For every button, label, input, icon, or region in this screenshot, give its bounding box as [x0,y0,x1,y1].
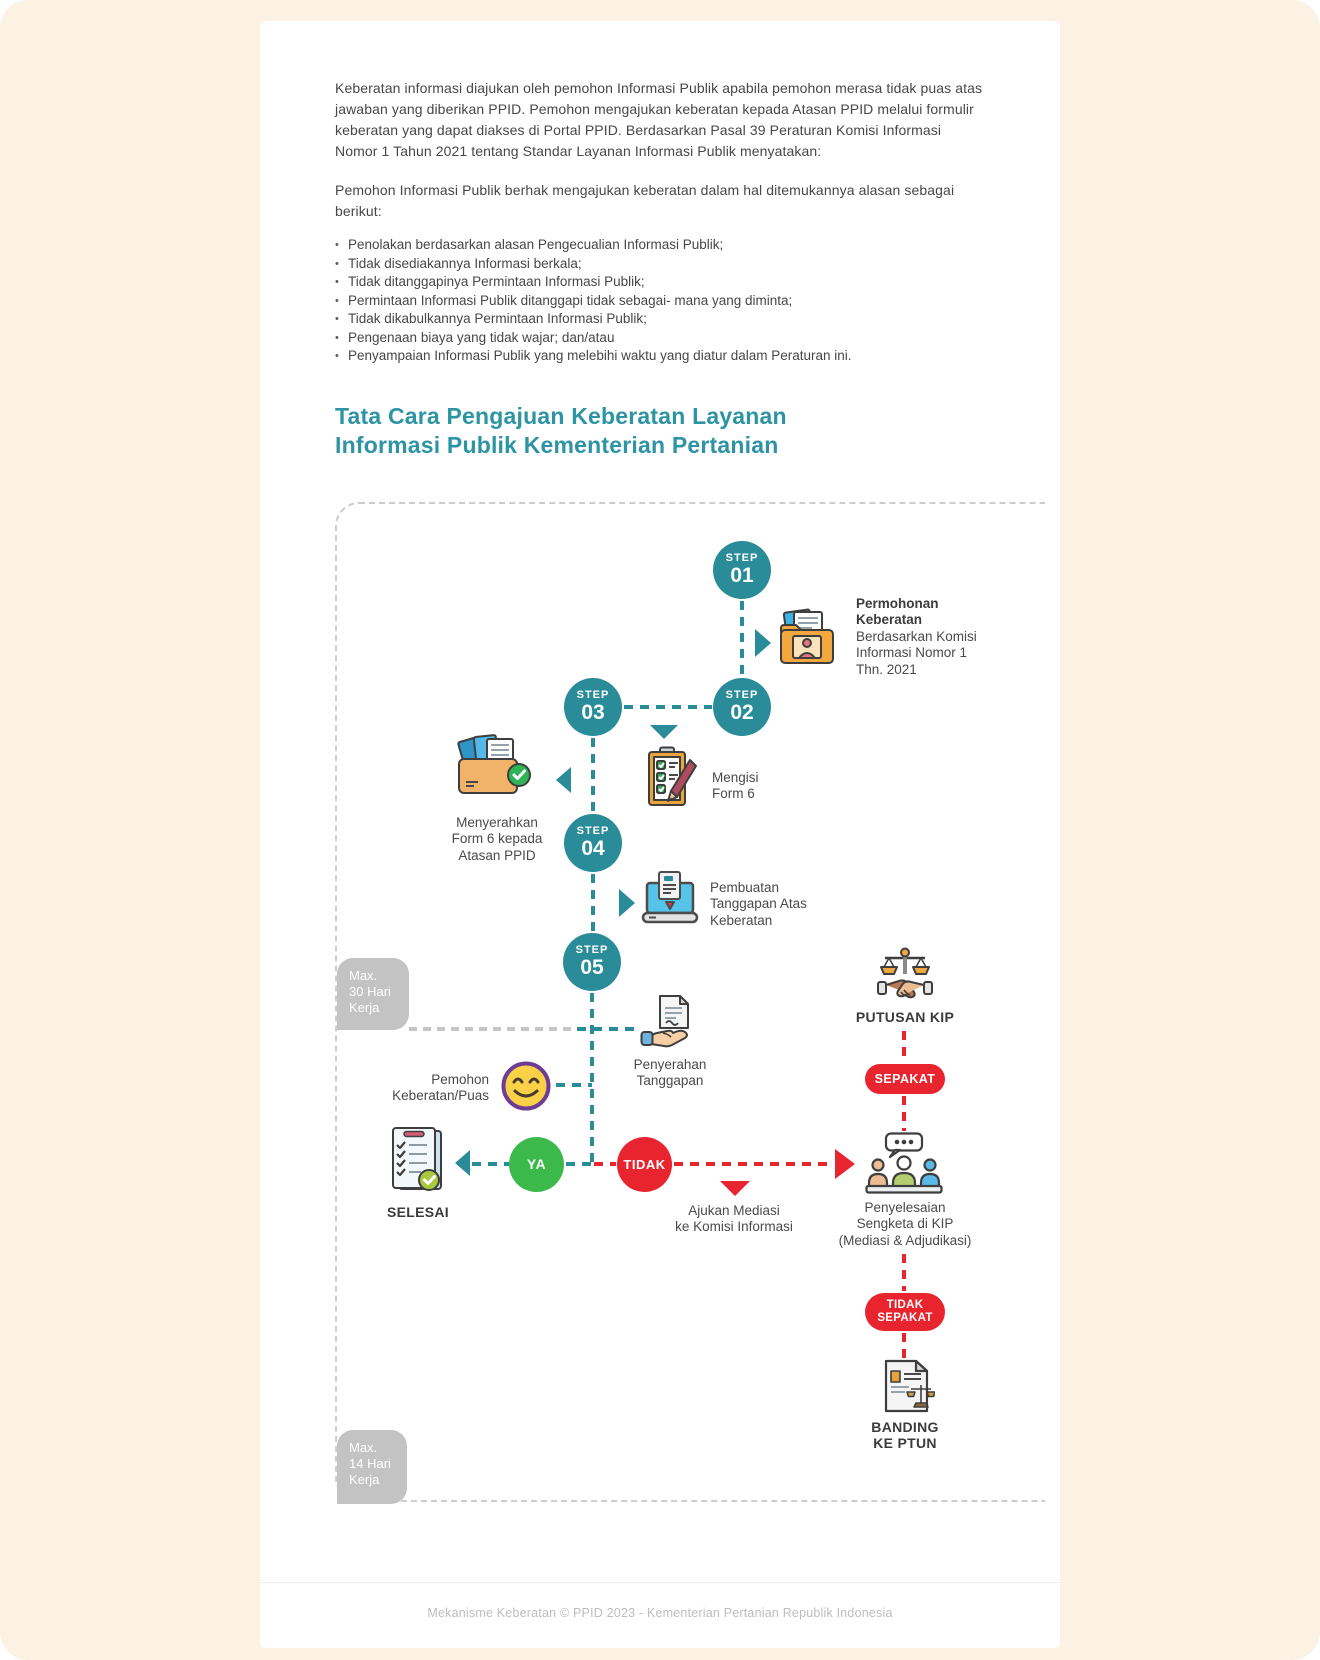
connector-step5-penyerahan [577,1027,641,1031]
decision-tidak: TIDAK [617,1137,672,1192]
arrow-right-icon [619,889,635,917]
page-title [335,402,985,460]
penyelesaian-line2: Sengketa di KIP [856,1216,954,1231]
pembuatan-line3: Keberatan [710,912,773,928]
step-circle-04 [564,814,622,872]
pembuatan-line1: Pembuatan [710,879,780,895]
list-item: • Pengenaan biaya yang tidak wajar; dan/atau [335,329,985,348]
step-number: 05 [580,956,604,979]
mengisi-line2: Form 6 [712,786,755,801]
putusan-kip-label: PUTUSAN KIP [855,1008,955,1025]
step-number: 01 [730,564,754,587]
footer-text: Mekanisme Keberatan © PPID 2023 - Kementerian Pertanian Republik Indonesia [427,1606,893,1620]
step-circle-02 [713,678,771,736]
scales-handshake-icon [877,947,933,1005]
step-label: STEP [575,944,609,956]
penyelesaian-line1: Penyelesaian [864,1199,946,1215]
menyerahkan-line2: Form 6 kepada [451,831,543,846]
connector-step3-step2 [624,705,712,709]
badge-line3: Kerja [349,1471,380,1487]
mengisi-line1: Mengisi [712,769,759,785]
arrow-left-icon [455,1150,470,1176]
connector-sepakat-kip [902,1096,906,1131]
list-item: • Permintaan Informasi Publik ditanggapi tidak sebagai- mana yang diminta; [335,292,985,311]
permohonan-desc-line2: Informasi Nomor 1 [856,645,968,660]
badge-line1: Max. [349,967,378,983]
connector-step5-decision [590,993,594,1162]
connector-badge30-gray [409,1027,575,1031]
banding-line2: KE PTUN [873,1435,937,1451]
permohonan-desc-line3: Thn. 2021 [856,661,917,677]
menyerahkan-line1: Menyerahkan [456,814,538,830]
step-circle-03 [564,678,622,736]
connector-tidaksepakat-banding [902,1333,906,1359]
banding-label [855,1419,955,1452]
page-footer [260,1582,1060,1648]
tidak-sepakat-badge [865,1293,945,1331]
intro-paragraph-2: Pemohon Informasi Publik berhak mengajukan keberatan dalam hal ditemukannya alasan sebagai berikut: [335,182,955,219]
step-circle-05 [563,933,621,991]
checklist-done-icon [387,1126,447,1196]
badge-line2: 14 Hari [349,1455,391,1471]
pemohon-line2: Keberatan/Puas [392,1088,489,1103]
arrow-right-icon [755,629,771,657]
badge-line2: 30 Hari [349,983,391,999]
permohonan-label [856,596,1016,679]
permohonan-title-line2: Keberatan [856,612,923,627]
laptop-document-icon [640,870,700,928]
penyerahan-line2: Tanggapan [636,1073,704,1088]
list-item: • Tidak ditanggapinya Permintaan Informasi Publik; [335,273,985,292]
max-30-hari-badge [337,958,409,1030]
step-number: 02 [730,701,754,724]
connector-tidak-kip [674,1162,834,1166]
reason-list [335,236,985,366]
step-label: STEP [576,825,610,837]
ajukan-line2: ke Komisi Informasi [675,1219,793,1234]
penyerahan-line1: Penyerahan [633,1056,707,1072]
connector-ya-junction [566,1162,592,1166]
ajukan-line1: Ajukan Mediasi [688,1202,780,1218]
article-card [260,21,1060,1648]
step-circle-01 [713,541,771,599]
arrow-right-icon [835,1149,855,1179]
smiley-face-icon [500,1060,552,1112]
sepakat-badge: SEPAKAT [865,1064,945,1094]
folder-check-icon [455,733,535,801]
ajukan-mediasi-label [659,1203,809,1236]
folder-user-icon [779,608,835,666]
tidak-sepakat-line2: SEPAKAT [877,1311,933,1324]
badge-line1: Max. [349,1439,378,1455]
pembuatan-label [710,880,807,930]
page-title-line2: Informasi Publik Kementerian Pertanian [335,431,779,458]
arrow-down-icon [650,725,678,739]
arrow-left-icon [556,767,571,793]
connector-smiley-line [556,1083,592,1087]
selesai-label: SELESAI [386,1203,449,1220]
list-item: • Tidak disediakannya Informasi berkala; [335,255,985,274]
clipboard-pencil-icon [642,746,700,808]
pemohon-line1: Pemohon [431,1071,489,1087]
article-content [260,21,1060,460]
badge-line3: Kerja [349,999,380,1015]
penyerahan-label [620,1057,720,1090]
step-number: 03 [581,701,605,724]
step-number: 04 [581,837,605,860]
menyerahkan-line3: Atasan PPID [458,847,536,863]
connector-step4-step5 [591,874,595,932]
hand-document-icon [640,994,698,1048]
court-appeal-icon [878,1359,935,1414]
menyerahkan-label [427,815,567,865]
pemohon-label [347,1072,489,1105]
mengisi-label [712,770,759,803]
intro-paragraph-1: Keberatan informasi diajukan oleh pemohon Informasi Publik apabila pemohon merasa tidak puas atas jawaban yang diberikan PPID. Pemohon mengajukan keberatan kepada Atasan PPID melalui formulir keberatan yang dapat diakses di Portal PPID. Berdasarkan Pasal 39 Peraturan Komisi Informasi Nomor 1 Tahun 2021 tentang Standar Layanan Informasi Publik menyatakan: [335,80,983,159]
max-14-hari-badge [337,1430,407,1504]
connector-arrow-ya [472,1162,509,1166]
meeting-people-icon [865,1132,943,1194]
step-label: STEP [725,552,759,564]
page-title-line1: Tata Cara Pengajuan Keberatan Layanan [335,402,787,429]
list-item: • Penyampaian Informasi Publik yang melebihi waktu yang diatur dalam Peraturan ini. [335,347,985,366]
step-label: STEP [725,689,759,701]
penyelesaian-line3: (Mediasi & Adjudikasi) [838,1232,972,1248]
connector-step3-step4 [591,738,595,812]
permohonan-desc-line1: Berdasarkan Komisi [856,628,977,644]
arrow-down-icon [720,1181,750,1196]
list-item: • Penolakan berdasarkan alasan Pengecualian Informasi Publik; [335,236,985,255]
permohonan-title-line1: Permohonan [856,595,939,611]
connector-kip-tidaksepakat [902,1254,906,1291]
connector-junction-tidak [594,1162,616,1166]
connector-step1-step2 [740,601,744,676]
connector-putusan-sepakat [902,1031,906,1063]
flowchart [335,502,1045,1502]
list-item: • Tidak dikabulkannya Permintaan Informasi Publik; [335,310,985,329]
pembuatan-line2: Tanggapan Atas [710,896,807,911]
step-label: STEP [576,689,610,701]
tidak-sepakat-line1: TIDAK [886,1298,924,1311]
banding-line1: BANDING [871,1418,939,1435]
penyelesaian-label [820,1200,990,1250]
decision-ya: YA [509,1137,564,1192]
